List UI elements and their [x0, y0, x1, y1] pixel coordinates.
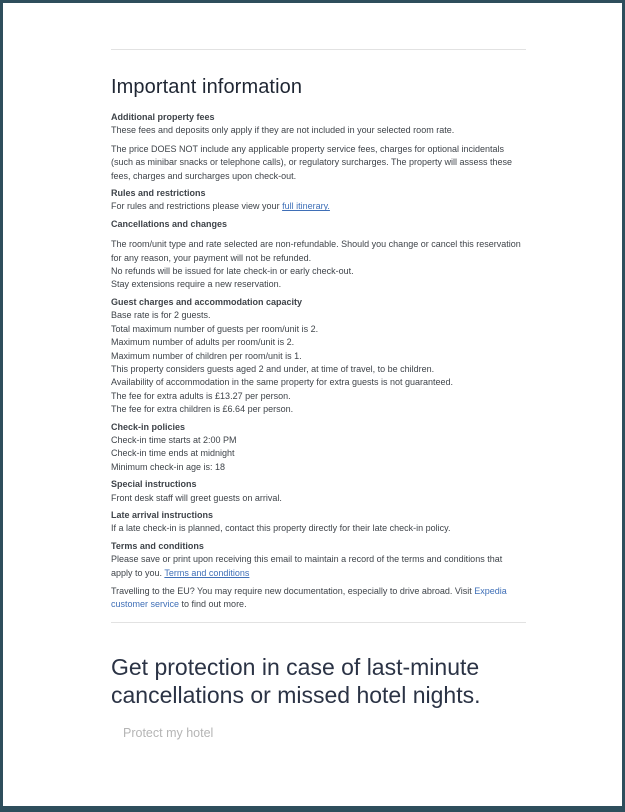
info-section: [111, 111, 526, 183]
section-heading: Rules and restrictions: [111, 188, 206, 199]
info-section: [111, 540, 526, 612]
text-segment: Maximum number of adults per room/unit is 2.: [111, 337, 295, 348]
paragraph: [111, 309, 526, 416]
text-line: [111, 492, 526, 505]
text-segment: Total maximum number of guests per room/unit is 2.: [111, 323, 319, 334]
inline-link[interactable]: full itinerary.: [282, 201, 330, 212]
top-divider: [111, 49, 526, 50]
text-line: [111, 461, 526, 474]
section-heading: Late arrival instructions: [111, 509, 214, 520]
text-line: [111, 522, 526, 535]
inline-link[interactable]: Terms and conditions: [164, 567, 250, 578]
text-line: [111, 336, 526, 349]
text-line: [111, 376, 526, 389]
important-info-sections: [111, 111, 526, 612]
section-heading: Check-in policies: [111, 421, 186, 432]
text-line: [111, 585, 526, 612]
text-segment: Check-in time ends at midnight: [111, 448, 235, 459]
email-content: [111, 49, 526, 742]
inline-link[interactable]: Expedia customer service: [111, 586, 507, 610]
text-line: [111, 309, 526, 322]
paragraph: [111, 200, 526, 213]
text-line: [111, 124, 526, 137]
text-line: [111, 363, 526, 376]
text-line: [111, 553, 526, 580]
text-line: [111, 200, 526, 213]
text-segment: Maximum number of children per room/unit is 1.: [111, 350, 302, 361]
text-line: [111, 143, 526, 183]
protect-my-hotel-button[interactable]: Protect my hotel: [123, 725, 214, 740]
text-segment: These fees and deposits only apply if they are not included in your selected room rate.: [111, 125, 455, 136]
text-segment: Please save or print upon receiving this email to maintain a record of the terms and conditions that apply to you.: [111, 554, 503, 578]
paragraph: [111, 522, 526, 535]
text-segment: Base rate is for 2 guests.: [111, 310, 211, 321]
text-segment: For rules and restrictions please view your: [111, 201, 283, 212]
text-line: [111, 447, 526, 460]
section-heading: Terms and conditions: [111, 540, 204, 551]
text-line: [111, 403, 526, 416]
text-line: [111, 323, 526, 336]
text-segment: Availability of accommodation in the same property for extra guests is not guaranteed.: [111, 377, 454, 388]
paragraph: [111, 434, 526, 474]
section-heading: Cancellations and changes: [111, 218, 228, 229]
text-line: [111, 265, 526, 278]
text-segment: Minimum check-in age is: 18: [111, 461, 226, 472]
paragraph: [111, 553, 526, 580]
text-line: [111, 278, 526, 291]
page-title: Important information: [111, 76, 303, 98]
paragraph: [111, 143, 526, 183]
text-segment: Travelling to the EU? You may require new documentation, especially to drive abroad. Visit: [111, 586, 475, 596]
text-segment: to find out more.: [179, 599, 247, 610]
paragraph: [111, 492, 526, 505]
text-line: [111, 350, 526, 363]
paragraph: [111, 238, 526, 292]
text-segment: This property considers guests aged 2 and under, at time of travel, to be children.: [111, 363, 435, 374]
text-line: [111, 238, 526, 265]
paragraph: [111, 585, 526, 612]
section-heading: Guest charges and accommodation capacity: [111, 296, 303, 307]
text-segment: If a late check-in is planned, contact this property directly for their late check-in policy.: [111, 523, 451, 534]
info-section: [111, 296, 526, 417]
paragraph: [111, 124, 526, 137]
text-segment: Stay extensions require a new reservation.: [111, 279, 282, 290]
bottom-divider: [111, 622, 526, 623]
info-section: [111, 509, 526, 536]
text-segment: The fee for extra adults is £13.27 per person.: [111, 390, 291, 401]
info-section: [111, 187, 526, 214]
text-segment: Front desk staff will greet guests on arrival.: [111, 492, 282, 503]
info-section: [111, 421, 526, 475]
protection-heading: Get protection in case of last-minute cancellations or missed hotel nights.: [111, 653, 481, 708]
text-line: [111, 434, 526, 447]
info-section: [111, 478, 526, 505]
info-section: [111, 218, 526, 292]
text-segment: The price DOES NOT include any applicable property service fees, charges for optional incidentals (such as minibar snacks or telephone calls), or regulatory surcharges. The property will assess these fees, charges and surcharges upon check-out.: [111, 143, 513, 181]
email-page: [3, 3, 622, 806]
text-line: [111, 390, 526, 403]
text-segment: No refunds will be issued for late check-in or early check-out.: [111, 266, 354, 277]
text-segment: Check-in time starts at 2:00 PM: [111, 434, 237, 445]
text-segment: The room/unit type and rate selected are non-refundable. Should you change or cancel this reservation for any reason, your payment will not be refunded.: [111, 239, 521, 263]
section-heading: Additional property fees: [111, 112, 215, 122]
text-segment: The fee for extra children is £6.64 per person.: [111, 404, 294, 415]
section-heading: Special instructions: [111, 479, 197, 490]
